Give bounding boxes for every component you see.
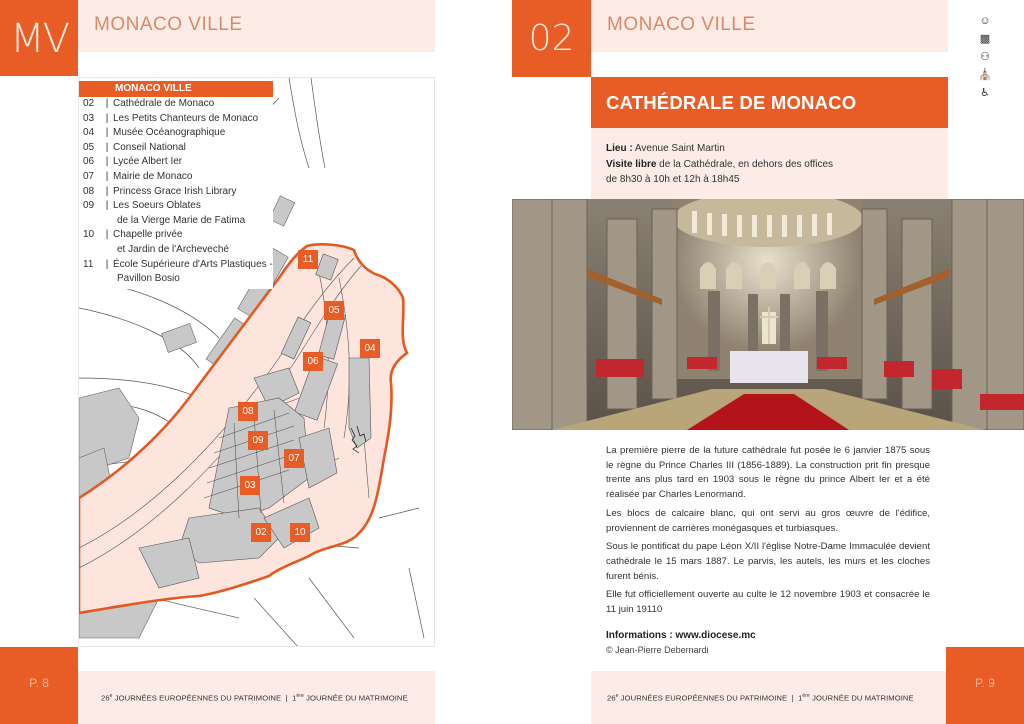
visite-label: Visite libre <box>606 158 657 170</box>
map-legend <box>79 81 273 289</box>
legend-number: 03 <box>83 112 95 124</box>
paragraph: Sous le pontificat du pape Léon X/II l'église Notre-Dame Immaculée devient cathédrale le 15 mars 1887. Le parvis, les autels, les murs et les cloches furent bénis. <box>606 541 930 582</box>
legend-item <box>79 185 273 200</box>
paragraph: Elle fut officiellement ouverte au culte le 12 novembre 1903 et consacrée le 11 juin 19110 <box>606 589 930 616</box>
legend-number: 11 <box>83 258 94 270</box>
visit-info <box>591 128 948 199</box>
legend-label: Les Soeurs Oblates <box>113 200 201 212</box>
group-visit-icon: ⚇ <box>980 51 990 63</box>
legend-separator: | <box>105 98 109 109</box>
informations-link[interactable]: Informations : www.diocese.mc <box>606 630 756 641</box>
site-number-badge: 02 <box>512 0 591 77</box>
legend-number: 08 <box>83 185 95 197</box>
map-marker[interactable]: 09 <box>248 431 268 450</box>
legend-label: Les Petits Chanteurs de Monaco <box>113 112 259 124</box>
legend-separator: | <box>105 185 109 197</box>
legend-number: 09 <box>83 200 95 212</box>
map-marker[interactable]: 05 <box>324 301 344 320</box>
map-marker[interactable]: 04 <box>360 339 380 358</box>
title-bar <box>591 77 948 128</box>
cathedral-interior-image <box>512 199 1024 430</box>
legend-separator: | <box>105 200 109 212</box>
lieu-value: Avenue Saint Martin <box>632 143 725 154</box>
legend-separator: | <box>105 258 109 270</box>
legend-separator: | <box>105 112 109 124</box>
cathedral-photo <box>512 199 1024 430</box>
legend-title: MONACO VILLE <box>79 81 273 97</box>
legend-item <box>79 141 273 156</box>
header-band <box>78 0 435 52</box>
page-number: P. 8 <box>0 647 78 724</box>
map-marker[interactable]: 06 <box>303 352 323 371</box>
photo-credit: © Jean-Pierre Debernardi <box>606 645 709 655</box>
visite-hours: de 8h30 à 10h et 12h à 18h45 <box>606 174 740 185</box>
legend-number: 04 <box>83 127 95 139</box>
audio-guide-icon: ☺ <box>979 15 991 27</box>
footer-band <box>78 671 435 724</box>
amenity-icons <box>978 14 992 101</box>
legend-number: 07 <box>83 170 95 182</box>
church-icon: ⛪ <box>978 69 992 81</box>
legend-separator: | <box>105 229 109 241</box>
footer-text: 26e JOURNÉES EUROPÉENNES DU PATRIMOINE | 1ère JOURNÉE DU MATRIMOINE <box>101 693 408 703</box>
page-number: P. 9 <box>946 647 1024 724</box>
right-page <box>512 0 1024 724</box>
paragraph: Les blocs de calcaire blanc, qui ont servi au gros œuvre de l'édifice, proviennent de carrières monégasques et turbiasques. <box>606 507 930 534</box>
legend-item <box>79 199 273 214</box>
wheelchair-icon: ♿ <box>980 87 990 99</box>
legend-item <box>79 97 273 112</box>
legend-separator: | <box>105 170 109 182</box>
legend-item <box>79 258 273 273</box>
header-band <box>591 0 948 52</box>
header-title: MONACO VILLE <box>607 14 756 35</box>
map-marker[interactable]: 03 <box>240 476 260 495</box>
lieu-label: Lieu : <box>606 143 633 154</box>
legend-label: Lycée Albert Ier <box>113 156 183 168</box>
footer-text: 26e JOURNÉES EUROPÉENNES DU PATRIMOINE | 1ère JOURNÉE DU MATRIMOINE <box>607 693 914 703</box>
legend-label: Conseil National <box>113 141 186 153</box>
legend-item <box>79 112 273 127</box>
legend-label: Cathédrale de Monaco <box>113 98 215 109</box>
map-marker[interactable]: 07 <box>284 449 304 468</box>
map-marker[interactable]: 08 <box>238 402 258 421</box>
legend-label: Mairie de Monaco <box>113 170 193 182</box>
section-badge: MV <box>0 0 78 76</box>
legend-label-continued: de la Vierge Marie de Fatima <box>117 214 246 226</box>
legend-item <box>79 155 273 170</box>
legend-label: Musée Océanographique <box>113 127 226 139</box>
map-marker[interactable]: 02 <box>251 523 271 542</box>
footer-band <box>591 671 946 724</box>
legend-label-continued: et Jardin de l'Archeveché <box>117 243 229 255</box>
legend-separator: | <box>105 141 109 153</box>
legend-label-continued: Pavillon Bosio <box>117 273 180 285</box>
legend-item <box>79 170 273 185</box>
legend-number: 02 <box>83 98 95 109</box>
map-marker[interactable]: 11 <box>298 250 318 269</box>
legend-number: 10 <box>83 229 95 241</box>
visite-value: de la Cathédrale, en dehors des offices <box>656 158 834 170</box>
site-title: CATHÉDRALE DE MONACO <box>606 92 857 113</box>
description <box>606 444 930 622</box>
map-marker[interactable]: 10 <box>290 523 310 542</box>
legend-number: 05 <box>83 141 95 153</box>
legend-item <box>79 228 273 243</box>
legend-separator: | <box>105 127 109 139</box>
legend-number: 06 <box>83 156 95 168</box>
legend-label: École Supérieure d'Arts Plastiques - <box>113 258 273 270</box>
paragraph: La première pierre de la future cathédrale fut posée le 6 janvier 1875 sous le règne du Prince Charles III (1856-1889). La construction prit fin presque trente ans plus tard en 1903 sous le règne du prince Albert Ier et a été réalisée par Charles Lenormand. <box>606 445 930 501</box>
legend-item <box>79 126 273 141</box>
legend-separator: | <box>105 156 109 168</box>
bottle-icon: ▩ <box>979 33 991 45</box>
legend-label: Chapelle privée <box>113 229 183 241</box>
legend-label: Princess Grace Irish Library <box>113 185 237 197</box>
header-title: MONACO VILLE <box>94 14 243 35</box>
